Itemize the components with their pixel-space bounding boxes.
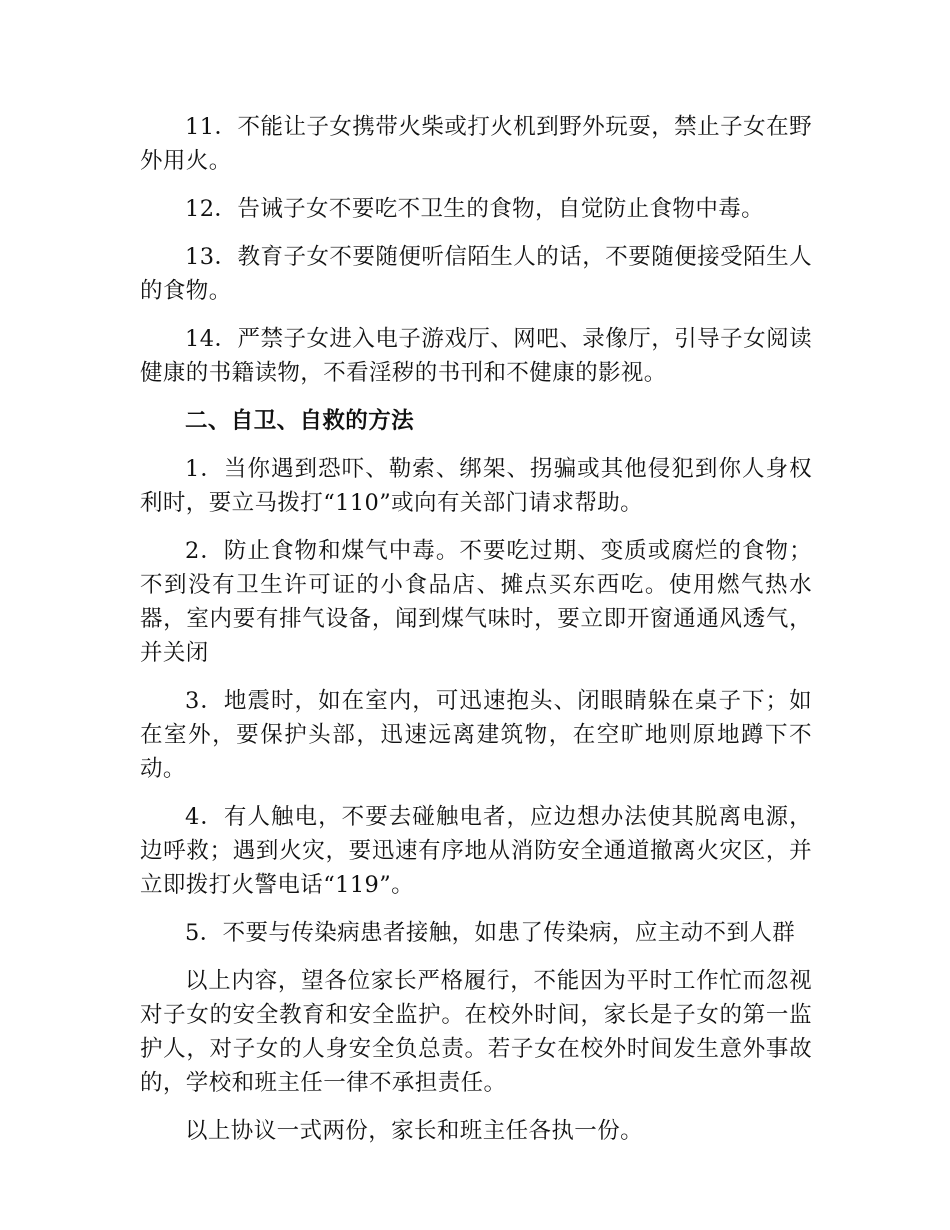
method-3-paragraph: 3．地震时，如在室内，可迅速抱头、闭眼睛躲在桌子下；如在室外，要保护头部，迅速远离建筑物，在空旷地则原地蹲下不动。	[140, 688, 812, 782]
method-5-paragraph: 5．不要与传染病患者接触，如患了传染病，应主动不到人群	[185, 920, 796, 946]
method-4-paragraph: 4．有人触电，不要去碰触电者，应边想办法使其脱离电源，边呼救；遇到火灾，要迅速有序地从消防安全通道撤离火灾区，并立即拨打火警电话“119”。	[140, 804, 812, 898]
rule-13-paragraph: 13．教育子女不要随便听信陌生人的话，不要随便接受陌生人的食物。	[140, 244, 812, 304]
method-2-paragraph: 2．防止食物和煤气中毒。不要吃过期、变质或腐烂的食物；不到没有卫生许可证的小食品店、摊点买东西吃。使用燃气热水器，室内要有排气设备，闻到煤气味时，要立即开窗通通风透气，并关闭	[140, 538, 812, 666]
rule-14-paragraph: 14．严禁子女进入电子游戏厅、网吧、录像厅，引导子女阅读健康的书籍读物，不看淫秽的书刊和不健康的影视。	[140, 326, 812, 386]
rule-11-paragraph: 11．不能让子女携带火柴或打火机到野外玩耍，禁止子女在野外用火。	[140, 114, 812, 174]
agreement-copies-paragraph: 以上协议一式两份，家长和班主任各执一份。	[185, 1118, 644, 1144]
document-page	[140, 110, 812, 1162]
rule-12-paragraph: 12．告诫子女不要吃不卫生的食物，自觉防止食物中毒。	[185, 196, 765, 222]
closing-paragraph: 以上内容，望各位家长严格履行，不能因为平时工作忙而忽视对子女的安全教育和安全监护。在校外时间，家长是子女的第一监护人，对子女的人身安全负总责。若子女在校外时间发生意外事故的，学校和班主任一律不承担责任。	[140, 968, 812, 1096]
method-1-paragraph: 1．当你遇到恐吓、勒索、绑架、拐骗或其他侵犯到你人身权利时，要立马拨打“110”或向有关部门请求帮助。	[140, 456, 812, 516]
section-heading: 二、自卫、自救的方法	[185, 408, 415, 434]
